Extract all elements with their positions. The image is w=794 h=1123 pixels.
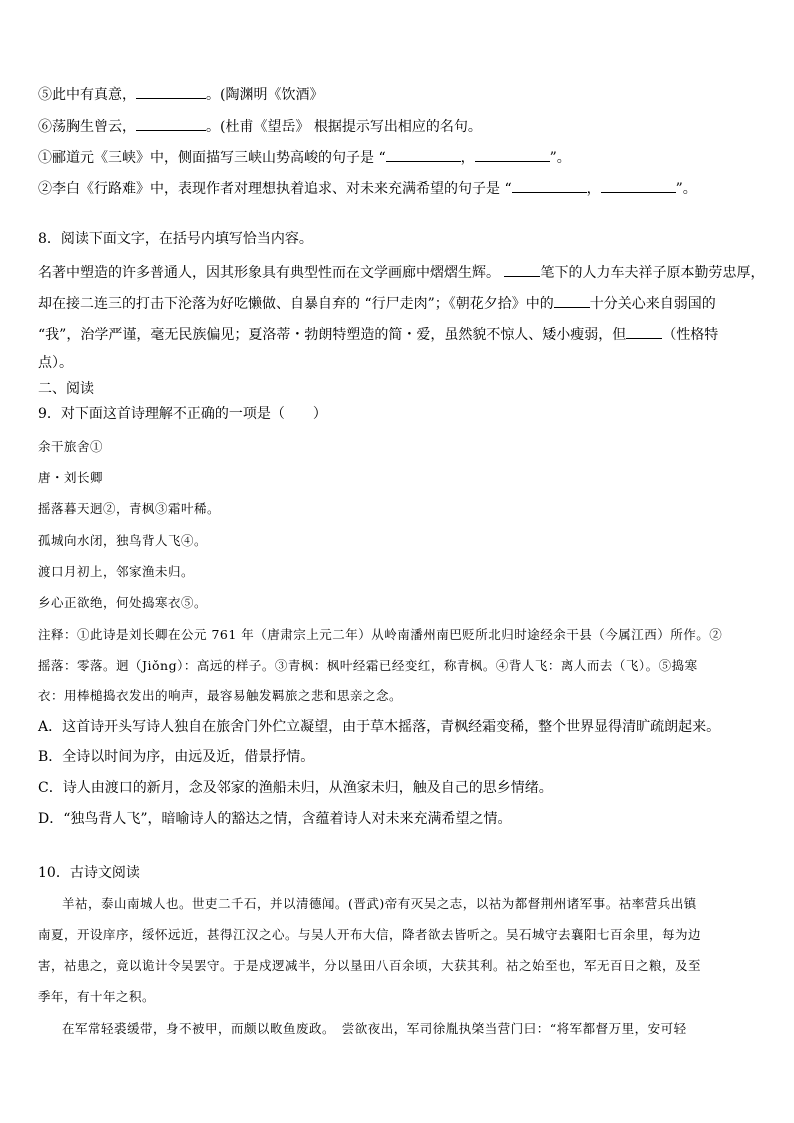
q8-line-1 xyxy=(38,262,764,282)
option-c[interactable]: C．诗人由渡口的新月，念及邻家的渔船未归，从渔家未归，触及自己的思乡情绪。 xyxy=(38,780,553,796)
answer-blank[interactable] xyxy=(136,84,206,99)
q7-item-6-source: 。(杜甫《望岳》 根据提示写出相应的名句。 xyxy=(206,119,482,135)
q8-text: 十分关心来自弱国的 xyxy=(589,296,716,312)
answer-blank[interactable] xyxy=(475,147,550,162)
poem-line: 孤城向水闭，独鸟背人飞④。 xyxy=(38,533,208,548)
separator: ， xyxy=(586,181,601,197)
q7-item-5-source: 。(陶渊明《饮酒》 xyxy=(206,87,324,103)
poem-note: 衣：用棒槌捣衣发出的响声，最容易触发羁旅之悲和思亲之念。 xyxy=(38,688,403,703)
separator: ， xyxy=(460,150,475,166)
poem-line: 乡心正欲绝，何处捣寒衣⑤。 xyxy=(38,595,208,610)
q10-title: 10．古诗文阅读 xyxy=(38,865,140,881)
q8-text: 却在接二连三的打击下沦落为好吃懒做、自暴自弃的 “行尸走肉”；《朝花夕拾》中的 xyxy=(38,296,554,312)
option-d[interactable]: D．“独鸟背人飞”，暗喻诗人的豁达之情，含蕴着诗人对未来充满希望之情。 xyxy=(38,811,512,827)
q7-item-5-text: ⑤此中有真意， xyxy=(38,87,136,103)
poem-author: 唐・刘长卿 xyxy=(38,470,104,485)
option-a[interactable]: A．这首诗开头写诗人独自在旅舍门外伫立凝望，由于草木摇落，青枫经霜变稀，整个世界显得清旷疏朗起来。 xyxy=(38,719,721,735)
poem-line: 摇落暮天迥②，青枫③霜叶稀。 xyxy=(38,501,221,516)
q8-line-2 xyxy=(38,293,764,313)
q9-title: 9．对下面这首诗理解不正确的一项是（ ） xyxy=(38,406,327,422)
q7-item-2-text: ②李白《行路难》中，表现作者对理想执着追求、对未来充满希望的句子是 “ xyxy=(38,181,512,197)
q8-line-4: 点）。 xyxy=(38,355,73,371)
poem-note: 注释：①此诗是刘长卿在公元 761 年（唐肃宗上元二年）从岭南潘州南巴贬所北归时途经余干县（今属江西）所作。② xyxy=(38,627,723,642)
q7-item-6-text: ⑥荡胸生曾云， xyxy=(38,119,136,135)
answer-blank[interactable] xyxy=(504,262,540,277)
answer-blank[interactable] xyxy=(601,178,676,193)
passage-line: 在军常轻裘缓带，身不被甲，而颇以畋鱼废政。 尝欲夜出，军司徐胤执棨当营门曰：“将军都督万里，安可轻 xyxy=(62,1021,687,1036)
passage-line: 羊祜，泰山南城人也。世吏二千石，并以清德闻。(晋武)帝有灭吴之志，以祜为都督荆州诸军事。祜率营兵出镇 xyxy=(62,896,697,911)
q8-line-3 xyxy=(38,324,764,344)
q8-text: 笔下的人力车夫祥子原本勤劳忠厚， xyxy=(540,265,765,281)
answer-blank[interactable] xyxy=(512,178,587,193)
closing-quote: ”。 xyxy=(675,181,697,197)
q7-item-2 xyxy=(38,178,764,198)
q8-text: “我”，治学严谨，毫无民族偏见；夏洛蒂・勃朗特塑造的简・爱，虽然貌不惊人、矮小瘦弱，但 xyxy=(38,327,627,343)
poem-line: 渡口月初上，邻家渔未归。 xyxy=(38,564,195,579)
q8-title: 8．阅读下面文字，在括号内填写恰当内容。 xyxy=(38,231,313,247)
poem-title: 余干旅舍① xyxy=(38,439,104,454)
q7-item-1 xyxy=(38,147,764,167)
q8-text: （性格特 xyxy=(662,327,719,343)
q7-item-5 xyxy=(38,84,764,104)
answer-blank[interactable] xyxy=(136,116,206,131)
passage-line: 南夏，开设庠序，绥怀远近，甚得江汉之心。与吴人开布大信，降者欲去皆听之。吴石城守去襄阳七百余里，每为边 xyxy=(38,927,702,942)
option-b[interactable]: B．全诗以时间为序，由远及近，借景抒情。 xyxy=(38,749,315,765)
q7-item-6 xyxy=(38,116,764,136)
q8-text: 名著中塑造的许多普通人，因其形象具有典型性而在文学画廊中熠熠生辉。 xyxy=(38,265,500,281)
passage-line: 季年，有十年之积。 xyxy=(38,989,156,1004)
passage-line: 害，祜患之，竟以诡计令吴罢守。于是戍逻减半，分以垦田八百余顷，大获其利。祜之始至也，军无百日之粮，及至 xyxy=(38,958,702,973)
section-heading: 二、阅读 xyxy=(38,381,94,397)
answer-blank[interactable] xyxy=(626,324,662,339)
closing-quote: ”。 xyxy=(549,150,571,166)
poem-note: 摇落：零落。迥（Jiǒng）：高远的样子。③青枫：枫叶经霜已经变红，称青枫。④背人飞：离人而去（飞）。⑤捣寒 xyxy=(38,658,698,673)
answer-blank[interactable] xyxy=(554,293,590,308)
q7-item-1-text: ①郦道元《三峡》中，侧面描写三峡山势高峻的句子是 “ xyxy=(38,150,386,166)
answer-blank[interactable] xyxy=(386,147,461,162)
